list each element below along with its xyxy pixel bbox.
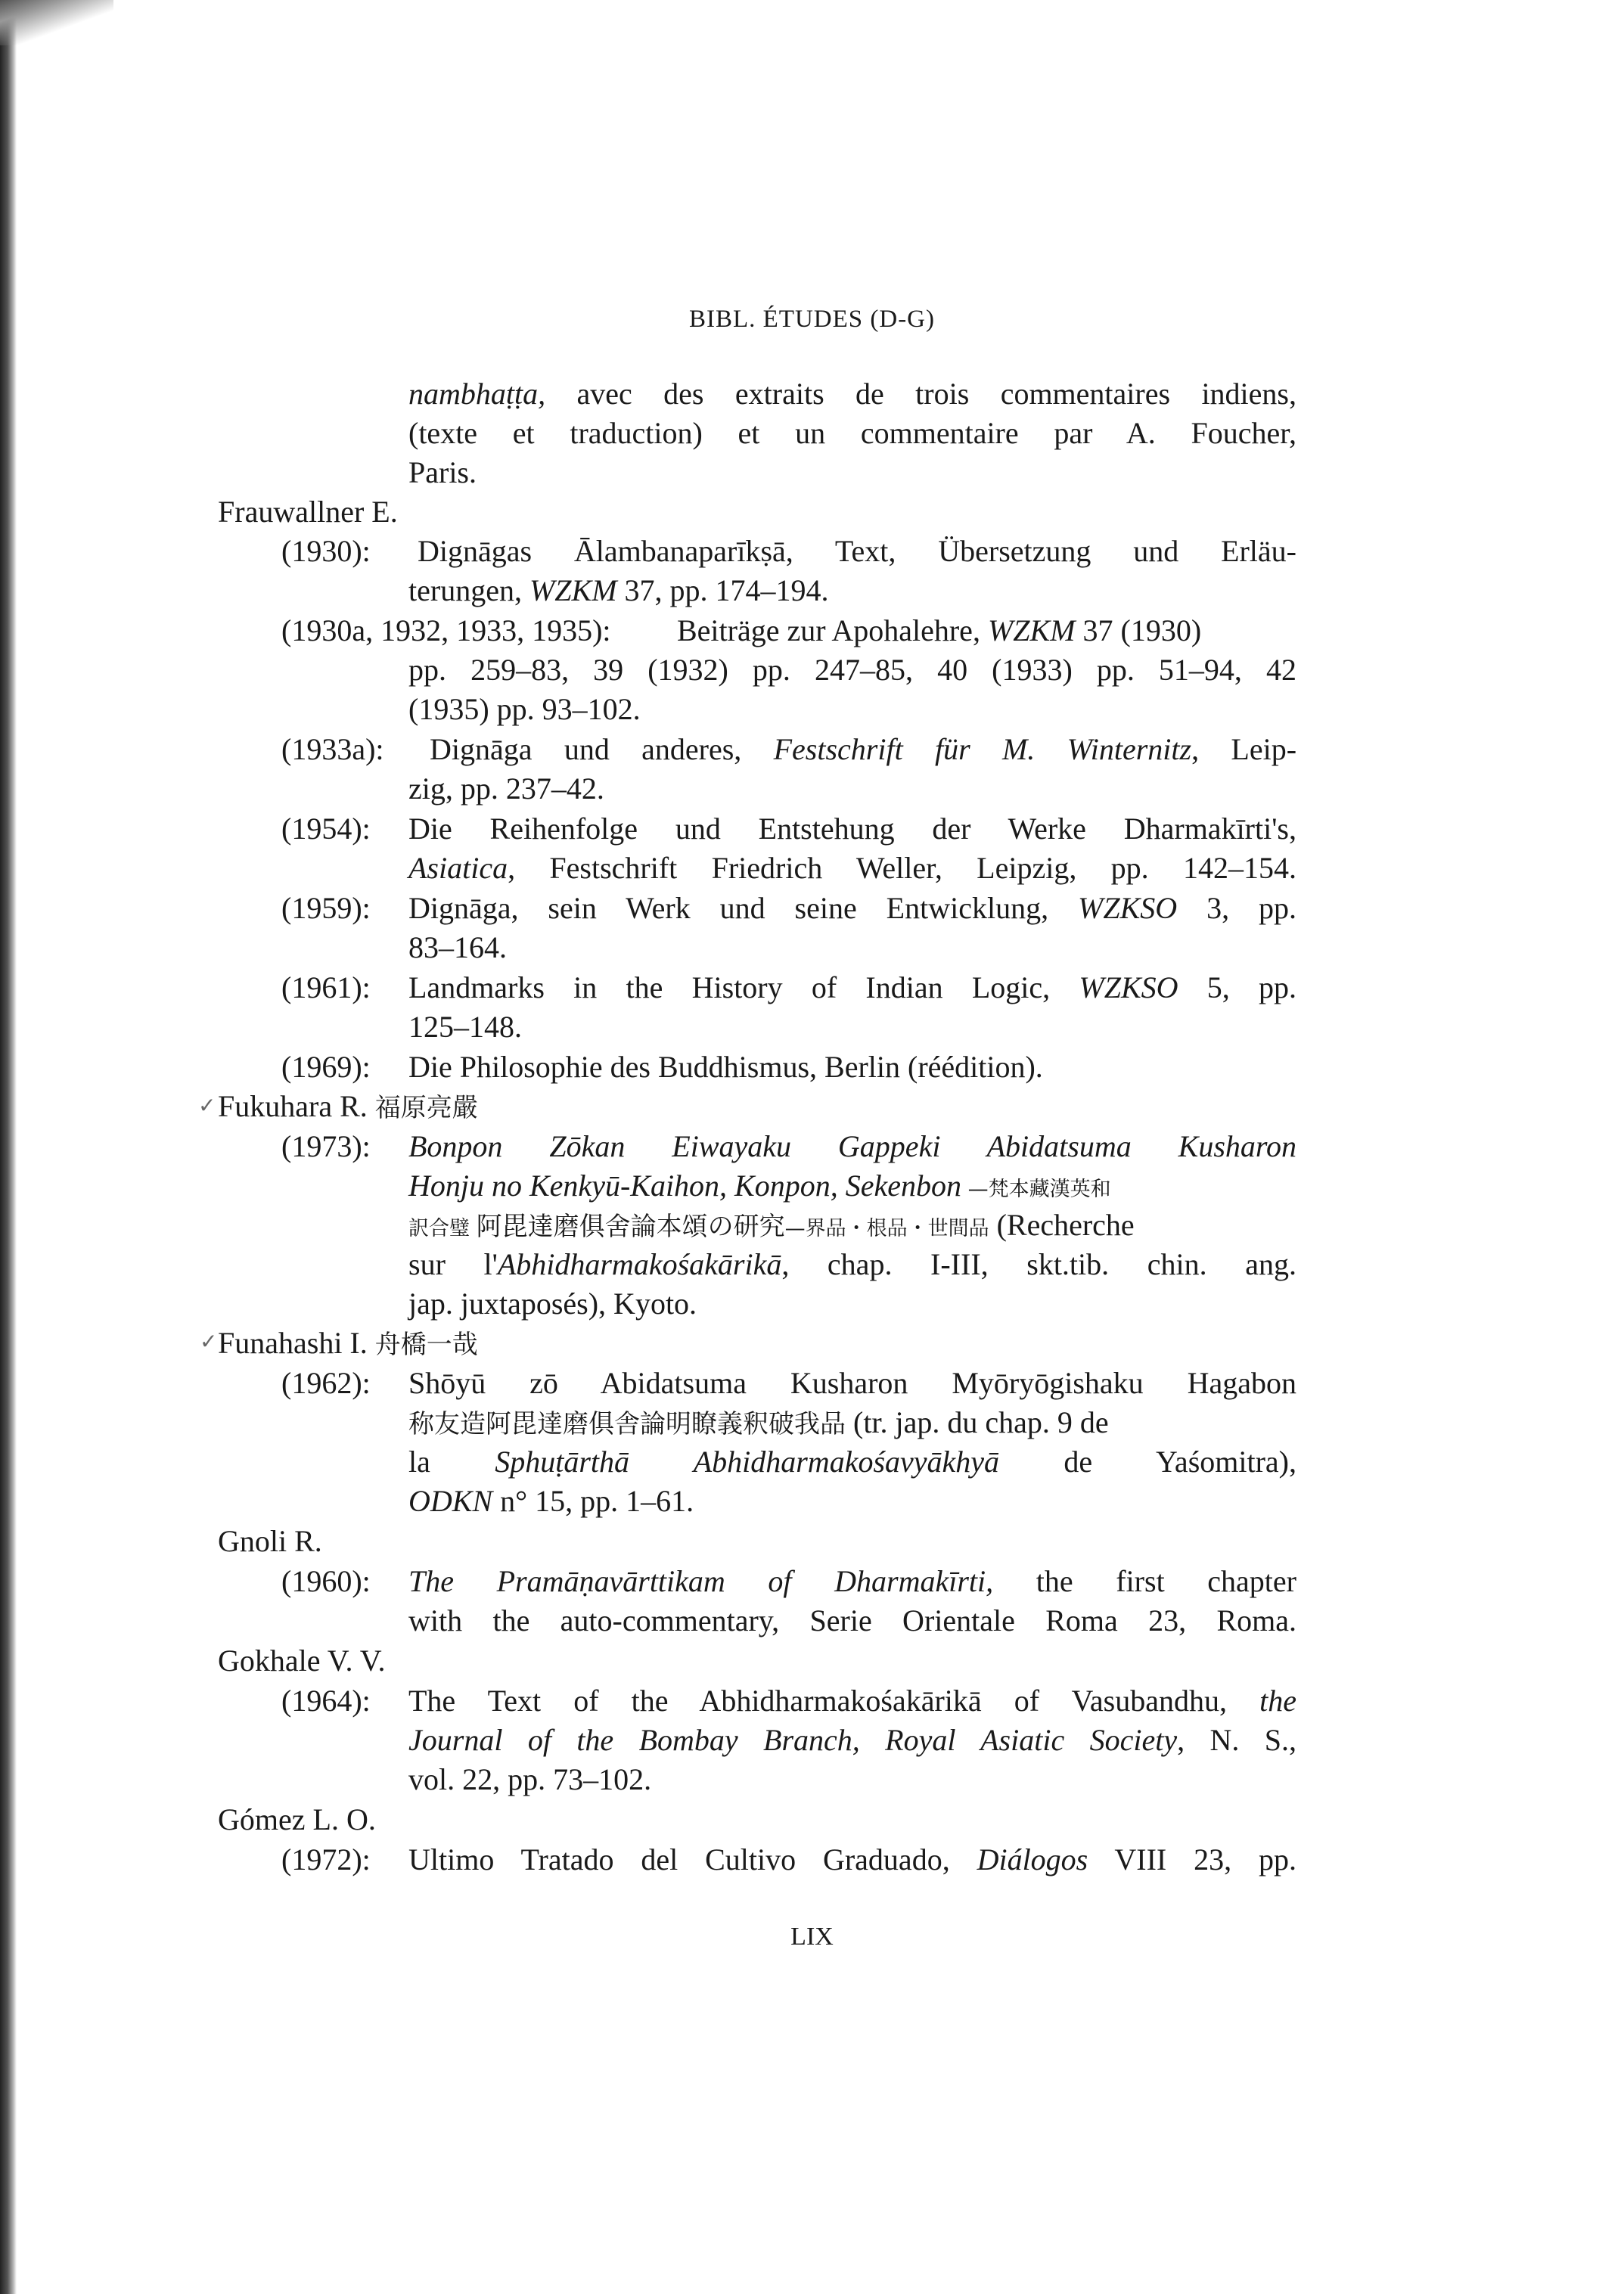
entry-text: (1935) pp. 93–102. (408, 692, 641, 726)
entry-text: jap. juxtaposés), Kyoto. (408, 1287, 697, 1321)
entry-text: Bonpon Zōkan Eiwayaku Gappeki Abidatsuma Kusharon (408, 1129, 1296, 1163)
entry-text: Dignāga, sein Werk und seine Entwicklung, WZKSO 3, pp. (408, 891, 1296, 925)
author-name: Gómez L. O. (218, 1802, 376, 1836)
entry-text: la Sphuṭārthā Abhidharmakośavyākhyā de Yaśomitra), (408, 1445, 1296, 1479)
running-header: BIBL. ÉTUDES (D-G) (688, 306, 936, 333)
entry-text: ODKN n° 15, pp. 1–61. (408, 1484, 694, 1518)
entry-text: Journal of the Bombay Branch, Royal Asiatic Society, N. S., (408, 1723, 1296, 1757)
entry-text: The Text of the Abhidharmakośakārikā of Vasubandhu, the (408, 1684, 1296, 1718)
entry-text: 訳合璧 阿毘達磨俱舍論本頌の研究—界品・根品・世間品 (Recherche (408, 1208, 1135, 1242)
bib-line: (texte et traduction) et un commentaire par A. Foucher, (408, 416, 1296, 450)
entry-text: zig, pp. 237–42. (408, 771, 604, 806)
entry-text: Beiträge zur Apohalehre, WZKM 37 (1930) (677, 613, 1202, 647)
pencil-check-mark: ✓ (200, 1330, 218, 1354)
page-number: LIX (790, 1923, 834, 1951)
author-name: Fukuhara R. 福原亮嚴 (218, 1089, 478, 1123)
entry-text: terungen, WZKM 37, pp. 174–194. (408, 573, 829, 607)
entry-text: 83–164. (408, 930, 507, 964)
pencil-check-mark: ✓ (198, 1094, 216, 1118)
entry-text: Die Philosophie des Buddhismus, Berlin (réédition). (408, 1050, 1043, 1084)
entry-year: (1972): (281, 1842, 371, 1876)
entry-year: (1961): (281, 970, 371, 1004)
entry-text: sur l'Abhidharmakośakārikā, chap. I-III, skt.tib. chin. ang. (408, 1247, 1296, 1281)
entry-text: Dignāgas Ālambanaparīkṣā, Text, Übersetzung und Erläu- (418, 534, 1296, 568)
author-name: Gnoli R. (218, 1524, 322, 1558)
entry-year: (1930a, 1932, 1933, 1935): (281, 613, 611, 647)
bib-line: nambhaṭṭa, avec des extraits de trois commentaires indiens, (408, 377, 1296, 411)
page-corner-shadow (0, 0, 113, 45)
entry-year: (1973): (281, 1129, 371, 1163)
entry-year: (1964): (281, 1684, 371, 1718)
entry-text: Honju no Kenkyū-Kaihon, Konpon, Sekenbon —梵本藏漢英和 (408, 1169, 1111, 1203)
entry-text: Die Reihenfolge und Entstehung der Werke Dharmakīrti's, (408, 812, 1296, 846)
entry-text: Landmarks in the History of Indian Logic, WZKSO 5, pp. (408, 970, 1297, 1004)
entry-year: (1954): (281, 812, 371, 846)
entry-text: Asiatica, Festschrift Friedrich Weller, Leipzig, pp. 142–154. (408, 851, 1296, 885)
entry-text: vol. 22, pp. 73–102. (408, 1762, 652, 1796)
entry-text: with the auto-commentary, Serie Orientale Roma 23, Roma. (408, 1603, 1296, 1637)
entry-text: 125–148. (408, 1010, 522, 1044)
bib-line: Paris. (408, 455, 477, 489)
entry-text: Ultimo Tratado del Cultivo Graduado, Diálogos VIII 23, pp. (408, 1842, 1296, 1876)
entry-year: (1930): (281, 534, 371, 568)
entry-text: 称友造阿毘達磨俱舎論明瞭義釈破我品 (tr. jap. du chap. 9 de (408, 1405, 1109, 1439)
author-name: Gokhale V. V. (218, 1644, 386, 1678)
entry-year: (1959): (281, 891, 371, 925)
entry-year: (1960): (281, 1564, 371, 1598)
entry-text: Shōyū zō Abidatsuma Kusharon Myōryōgishaku Hagabon (408, 1366, 1296, 1400)
entry-text: The Pramāṇavārttikam of Dharmakīrti, the first chapter (408, 1564, 1296, 1598)
entry-text: Dignāga und anderes, Festschrift für M. Winternitz, Leip- (430, 732, 1297, 766)
author-name: Funahashi I. 舟橋一哉 (218, 1326, 478, 1360)
author-name: Frauwallner E. (218, 495, 398, 529)
entry-year: (1962): (281, 1366, 371, 1400)
entry-year: (1933a): (281, 732, 384, 766)
entry-year: (1969): (281, 1050, 371, 1084)
entry-text: pp. 259–83, 39 (1932) pp. 247–85, 40 (1933) pp. 51–94, 42 (408, 653, 1296, 687)
